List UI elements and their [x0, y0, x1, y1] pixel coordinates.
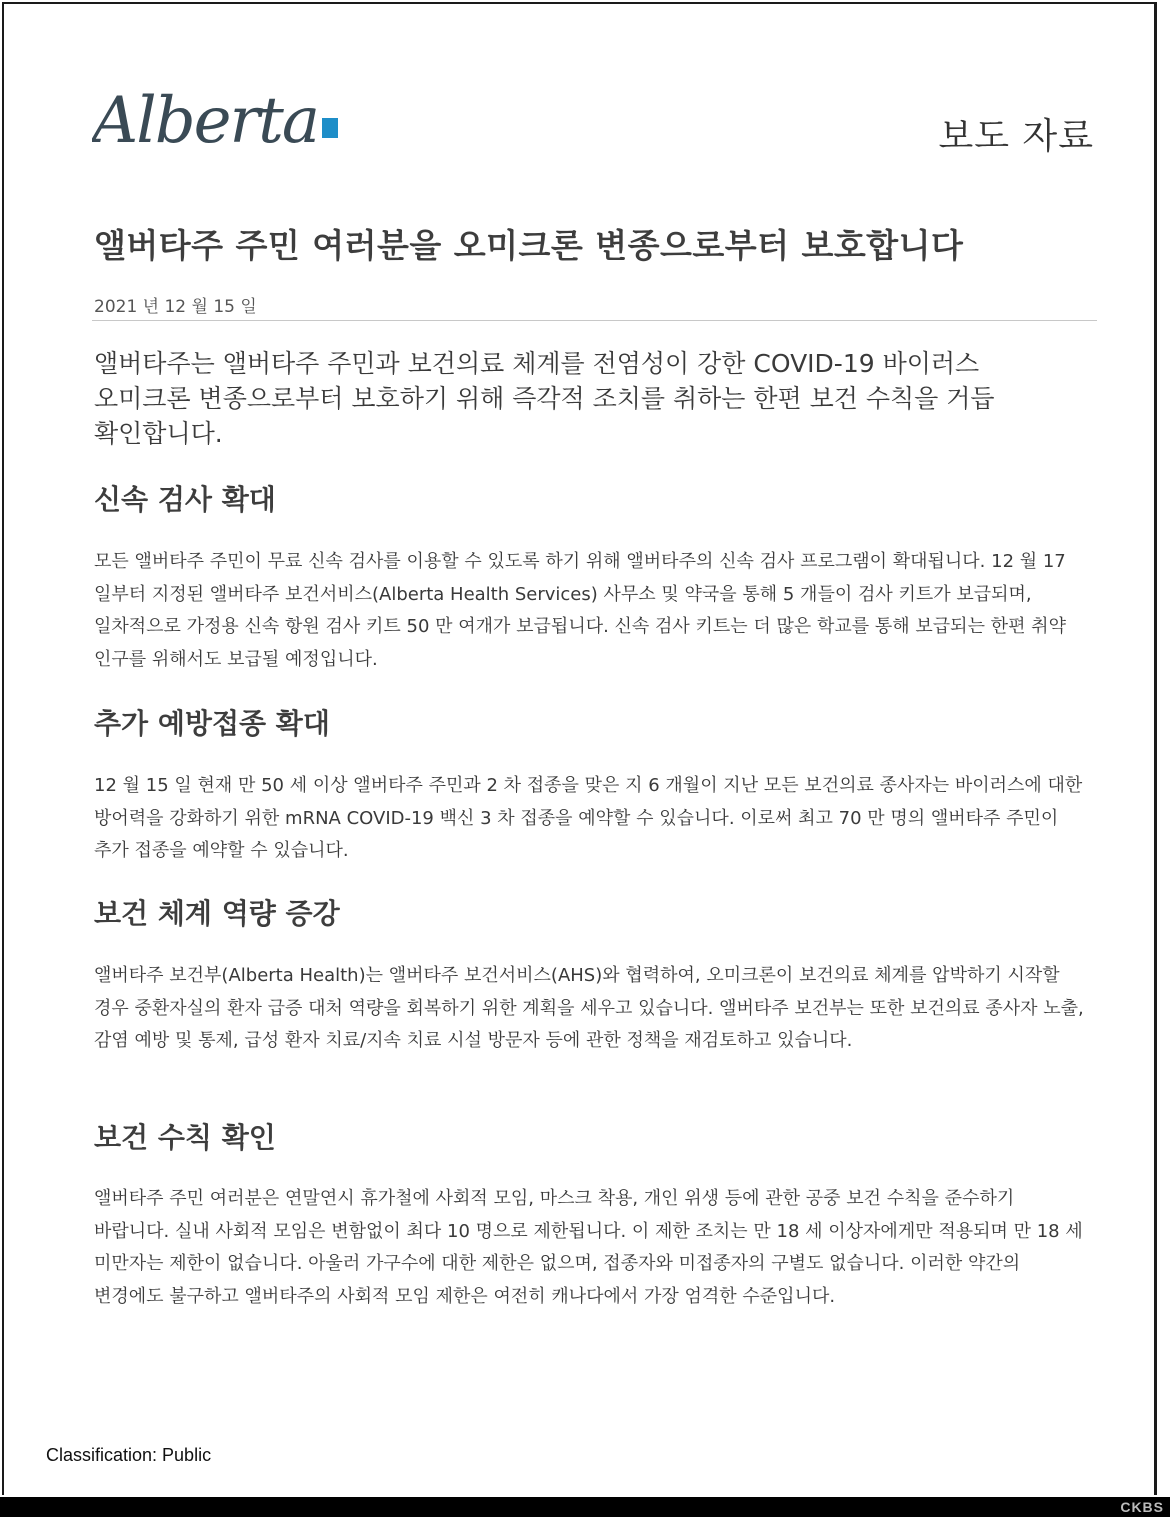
- logo-wordmark: Alberta: [92, 84, 318, 156]
- document-type-label: 보도 자료: [938, 116, 1094, 157]
- watermark: CKBS: [1120, 1499, 1164, 1515]
- section-heading-health-measures: 보건 수칙 확인: [94, 1121, 276, 1154]
- alberta-logo: [92, 78, 342, 156]
- logo-blue-square: [322, 118, 338, 138]
- section-heading-booster: 추가 예방접종 확대: [94, 707, 330, 740]
- section-body-health-capacity: 앨버타주 보건부(Alberta Health)는 앨버타주 보건서비스(AHS)와 협력하여, 오미크론이 보건의료 체계를 압박하기 시작할 경우 중환자실의 환자 급증 대처 역량을 회복하기 위한 계획을 세우고 있습니다. 앨버타주 보건부는 또한 보건의료 종사자 노출, 감염 예방 및 통제, 급성 환자 치료/지속 치료 시설 방문자 등에 관한 정책을 재검토하고 있습니다.: [94, 965, 1084, 1051]
- section-body-health-measures: 앨버타주 주민 여러분은 연말연시 휴가철에 사회적 모임, 마스크 착용, 개인 위생 등에 관한 공중 보건 수칙을 준수하기 바랍니다. 실내 사회적 모임은 변함없이 최다 10 명으로 제한됩니다. 이 제한 조치는 만 18 세 이상자에게만 적용되며 만 18 세 미만자는 제한이 없습니다. 아울러 가구수에 대한 제한은 없으며, 접종자와 미접종자의 구별도 없습니다. 이러한 약간의 변경에도 불구하고 앨버타주의 사회적 모임 제한은 여전히 캐나다에서 가장 엄격한 수준입니다.: [94, 1188, 1083, 1307]
- lead-paragraph: 앨버타주는 앨버타주 주민과 보건의료 체계를 전염성이 강한 COVID-19 바이러스 오미크론 변종으로부터 보호하기 위해 즉각적 조치를 취하는 한편 보건 수칙을 거듭 확인합니다.: [94, 349, 995, 448]
- section-heading-rapid-testing: 신속 검사 확대: [94, 483, 276, 516]
- section-heading-health-capacity: 보건 체계 역량 증강: [94, 897, 340, 930]
- classification-label: Classification: Public: [46, 1445, 212, 1465]
- section-body-rapid-testing: 모든 앨버타주 주민이 무료 신속 검사를 이용할 수 있도록 하기 위해 앨버타주의 신속 검사 프로그램이 확대됩니다. 12 월 17 일부터 지정된 앨버타주 보건서비스(Alberta Health Services) 사무소 및 약국을 통해 5 개들이 검사 키트가 보급되며, 일차적으로 가정용 신속 항원 검사 키트 50 만 여개가 보급됩니다. 신속 검사 키트는 더 많은 학교를 통해 보급되는 한편 취약 인구를 위해서도 보급될 예정입니다.: [94, 551, 1066, 670]
- header-divider: [92, 320, 1097, 321]
- section-body-booster: 12 월 15 일 현재 만 50 세 이상 앨버타주 주민과 2 차 접종을 맞은 지 6 개월이 지난 모든 보건의료 종사자는 바이러스에 대한 방어력을 강화하기 위한 mRNA COVID-19 백신 3 차 접종을 예약할 수 있습니다. 이로써 최고 70 만 명의 앨버타주 주민이 추가 접종을 예약할 수 있습니다.: [94, 775, 1083, 861]
- bottom-band: [0, 1497, 1170, 1517]
- publication-date: 2021 년 12 월 15 일: [94, 297, 257, 317]
- page-title: 앨버타주 주민 여러분을 오미크론 변종으로부터 보호합니다: [94, 226, 964, 265]
